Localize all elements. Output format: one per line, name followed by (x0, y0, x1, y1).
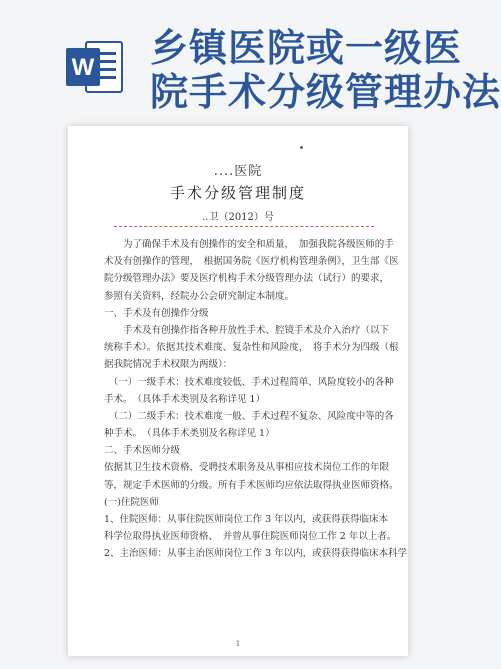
body-line: 1、住院医师：从事住院医师岗位工作 3 年以内，或获得获得临床本 (104, 514, 389, 525)
document-number: ..卫（2012）号 (202, 212, 274, 223)
svg-text:W: W (71, 54, 95, 81)
page-number: 1 (235, 640, 241, 648)
header-banner (0, 0, 501, 114)
section-heading: 二、手术医师分级 (104, 445, 181, 457)
page-title (150, 26, 501, 114)
body-line: 科学位取得执业医师资格、 并曾从事住院医师岗位工作 2 年以上者。 (104, 531, 397, 543)
section-heading: 一、手术及有创操作分级 (104, 307, 209, 319)
title-line: 乡镇医院或一级医 (150, 26, 463, 70)
body-line: 等，规定手术医师的分级。所有手术医师均应依法取得执业医师资格。 (104, 479, 399, 491)
document-org: ....医院 (213, 164, 263, 179)
subsection-heading: (一)住院医师 (104, 496, 159, 508)
decorative-dot (300, 146, 303, 149)
document-page (68, 126, 408, 656)
body-line: 统称手术）。依据其技术难度、复杂性和风险度， 将手术分为四级（根 (104, 342, 399, 354)
body-line: 手术。 （具体手术类别及名称详见 1） (104, 393, 266, 405)
body-line: 种手术。 （具体手术类别及名称详见 1） (104, 428, 275, 440)
document-body (104, 236, 408, 563)
body-line: 院分级管理办法》要及医疗机构手术分级管理办法（试行）的要求， (104, 273, 390, 285)
word-document-icon (64, 36, 126, 98)
body-line: 术及有创操作的管理， 根据国务院《医疗机构管理条例》，卫生部《医 (104, 256, 399, 268)
body-line: （二）二级手术：技术难度一般、手术过程不复杂、风险度中等的各 (104, 410, 394, 422)
body-line: 参照有关资料，经院办公会研究制定本制度。 (104, 290, 295, 302)
body-line: 2、主治医师：从事主治医师岗位工作 3 年以内，或获得获得临床本科学 (104, 548, 408, 560)
red-divider (114, 226, 374, 227)
body-line: （一）一级手术：技术难度较低、手术过程简单、风险度较小的各种 (104, 376, 394, 388)
body-line: 依据其卫生技术资格、受聘技术职务及从事相应技术岗位工作的年限 (104, 462, 390, 474)
body-line: 据我院情况手术权限为两级）： (104, 359, 233, 371)
document-title: 手术分级管理制度 (169, 184, 306, 202)
body-line: 为了确保手术及有创操作的安全和质量， 加强我院各级医师的手 (104, 239, 394, 250)
body-line: 手术及有创操作指各种开放性手术、腔镜手术及介入治疗（以下 (104, 324, 390, 336)
title-line: 院手术分级管理办法 (150, 70, 501, 114)
